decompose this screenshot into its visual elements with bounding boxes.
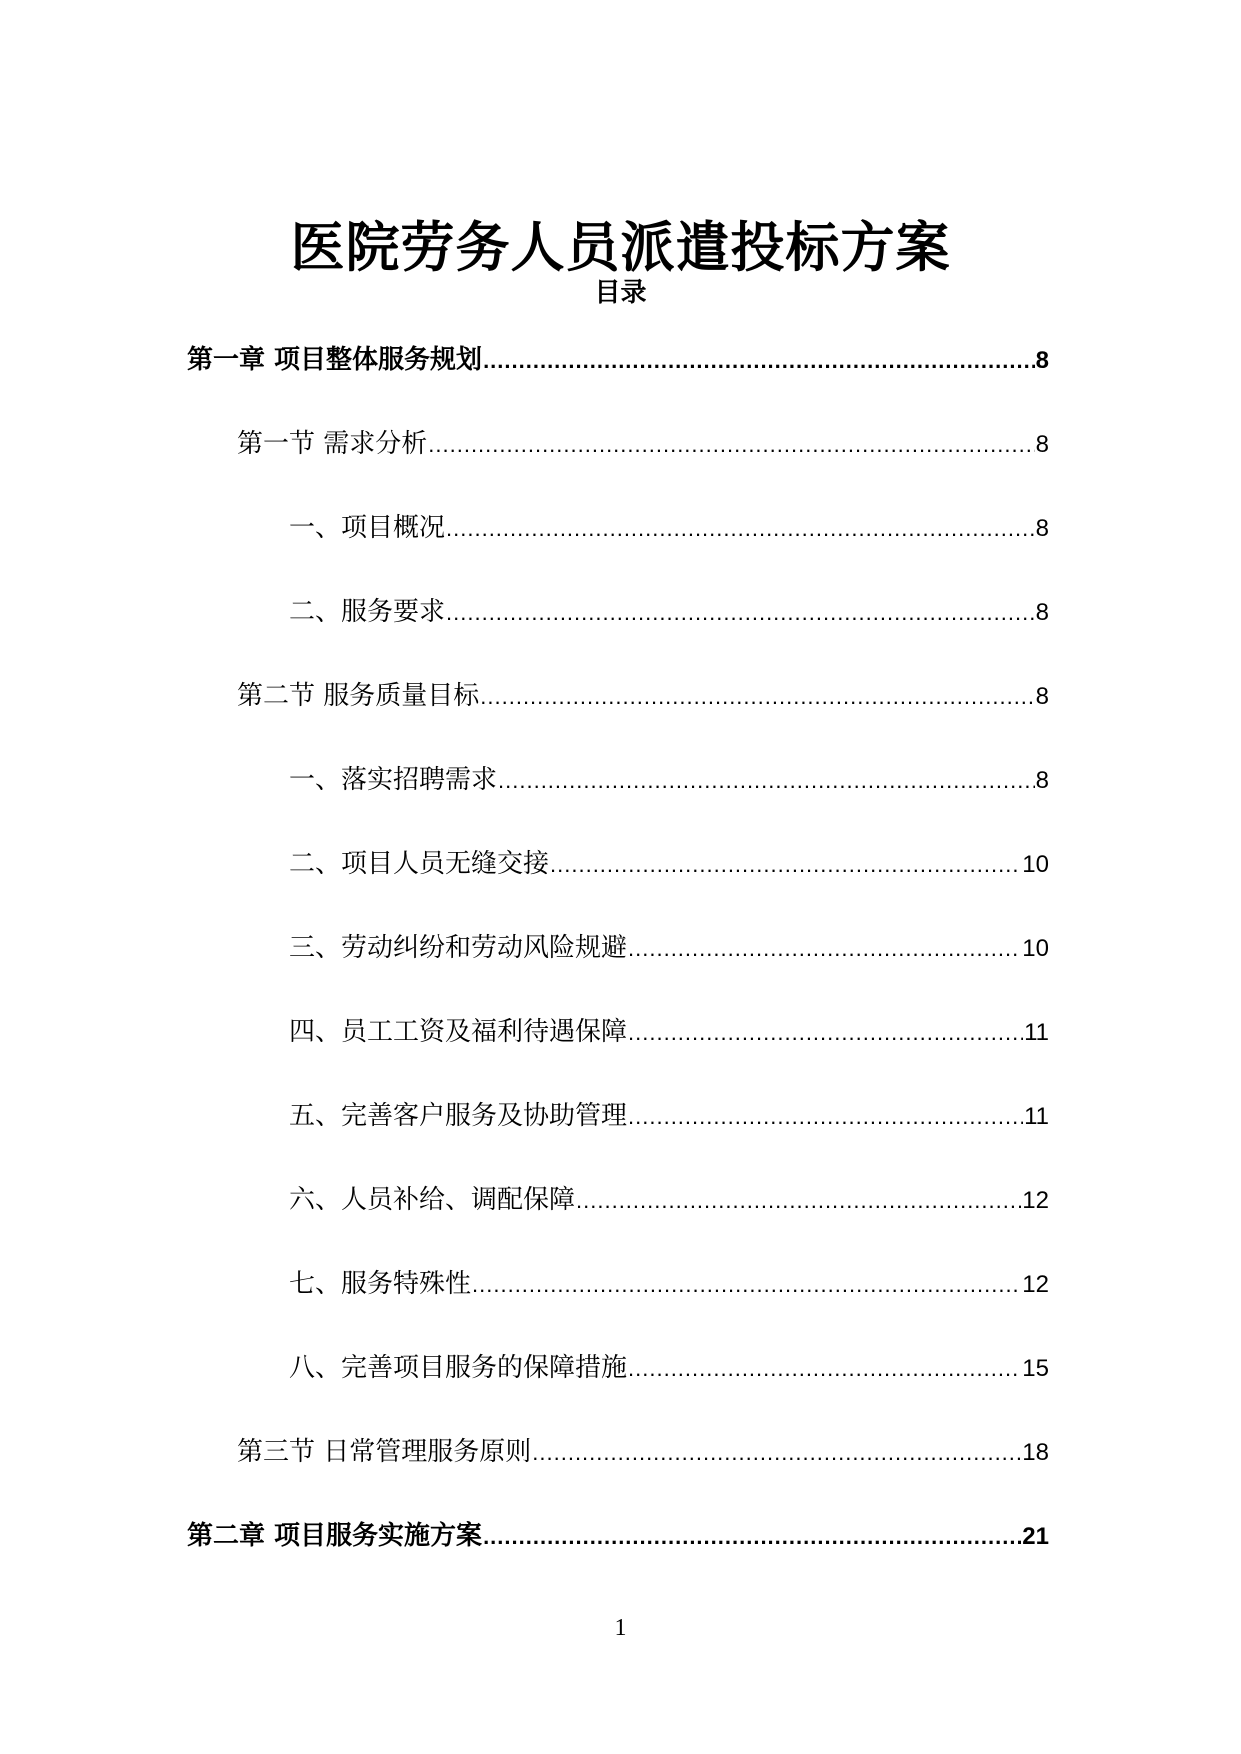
toc-entry[interactable] [0, 422, 1241, 506]
toc-entry-title: 八、完善项目服务的保障措施 [289, 1353, 628, 1383]
toc-dot-leader [428, 423, 1034, 467]
toc-entry-page: 8 [1035, 347, 1049, 374]
toc-entry-title: 一、项目概况 [289, 513, 446, 543]
toc-entry-title: 四、员工工资及福利待遇保障 [289, 1017, 628, 1047]
toc-entry[interactable] [0, 1094, 1241, 1178]
toc-heading: 目录 [594, 278, 647, 308]
toc-entry[interactable] [0, 758, 1241, 842]
toc-dot-leader [628, 927, 1021, 971]
toc-dot-leader [498, 759, 1035, 803]
toc-entry[interactable] [0, 506, 1241, 590]
toc-entry-title: 第二节 服务质量目标 [237, 681, 480, 711]
toc-entry[interactable] [0, 842, 1241, 926]
toc-entry-page: 8 [1035, 515, 1049, 542]
toc-entry-page: 8 [1035, 599, 1049, 626]
toc-dot-leader [483, 339, 1035, 383]
toc-entry-page: 8 [1035, 767, 1049, 794]
toc-entry-title: 七、服务特殊性 [289, 1269, 472, 1299]
toc-entry-page: 12 [1022, 1271, 1049, 1298]
toc-entry-page: 8 [1035, 683, 1049, 710]
document-title: 医院劳务人员派遣投标方案 [290, 216, 951, 280]
toc-entry[interactable] [0, 674, 1241, 758]
toc-dot-leader [446, 591, 1035, 635]
toc-entry-page: 15 [1022, 1355, 1049, 1382]
toc-entry[interactable] [0, 1514, 1241, 1598]
toc-entry[interactable] [0, 1178, 1241, 1262]
toc-entry-page: 10 [1022, 851, 1049, 878]
toc-entry-page: 10 [1022, 935, 1049, 962]
toc-entry-title: 第三节 日常管理服务原则 [237, 1437, 532, 1467]
toc-dot-leader [480, 675, 1034, 719]
toc-dot-leader [628, 1011, 1023, 1055]
toc-dot-leader [576, 1179, 1021, 1223]
toc-entry-title: 第二章 项目服务实施方案 [187, 1521, 483, 1551]
toc-entry-title: 二、项目人员无缝交接 [289, 849, 550, 879]
toc-entry-title: 第一章 项目整体服务规划 [187, 345, 483, 375]
toc-entry-page: 21 [1022, 1523, 1049, 1550]
toc-dot-leader [550, 843, 1021, 887]
toc-entry-page: 12 [1022, 1187, 1049, 1214]
toc-entry-page: 11 [1024, 1019, 1049, 1046]
toc-entry-page: 18 [1022, 1439, 1049, 1466]
toc-dot-leader [446, 507, 1035, 551]
toc-dot-leader [628, 1095, 1023, 1139]
toc-entry[interactable] [0, 338, 1241, 422]
toc-entry-title: 五、完善客户服务及协助管理 [289, 1101, 628, 1131]
table-of-contents [0, 338, 1241, 1598]
toc-dot-leader [532, 1431, 1021, 1475]
toc-entry-title: 一、落实招聘需求 [289, 765, 498, 795]
toc-entry-page: 8 [1035, 431, 1049, 458]
toc-dot-leader [472, 1263, 1021, 1307]
toc-entry[interactable] [0, 926, 1241, 1010]
page-number: 1 [614, 1615, 627, 1641]
toc-entry[interactable] [0, 1262, 1241, 1346]
toc-entry-title: 六、人员补给、调配保障 [289, 1185, 576, 1215]
toc-entry-title: 二、服务要求 [289, 597, 446, 627]
toc-entry[interactable] [0, 590, 1241, 674]
toc-entry[interactable] [0, 1430, 1241, 1514]
toc-dot-leader [628, 1347, 1021, 1391]
toc-entry-page: 11 [1024, 1103, 1049, 1130]
toc-entry[interactable] [0, 1010, 1241, 1094]
toc-dot-leader [483, 1515, 1021, 1559]
toc-entry-title: 第一节 需求分析 [237, 429, 428, 459]
toc-entry-title: 三、劳动纠纷和劳动风险规避 [289, 933, 628, 963]
toc-entry[interactable] [0, 1346, 1241, 1430]
